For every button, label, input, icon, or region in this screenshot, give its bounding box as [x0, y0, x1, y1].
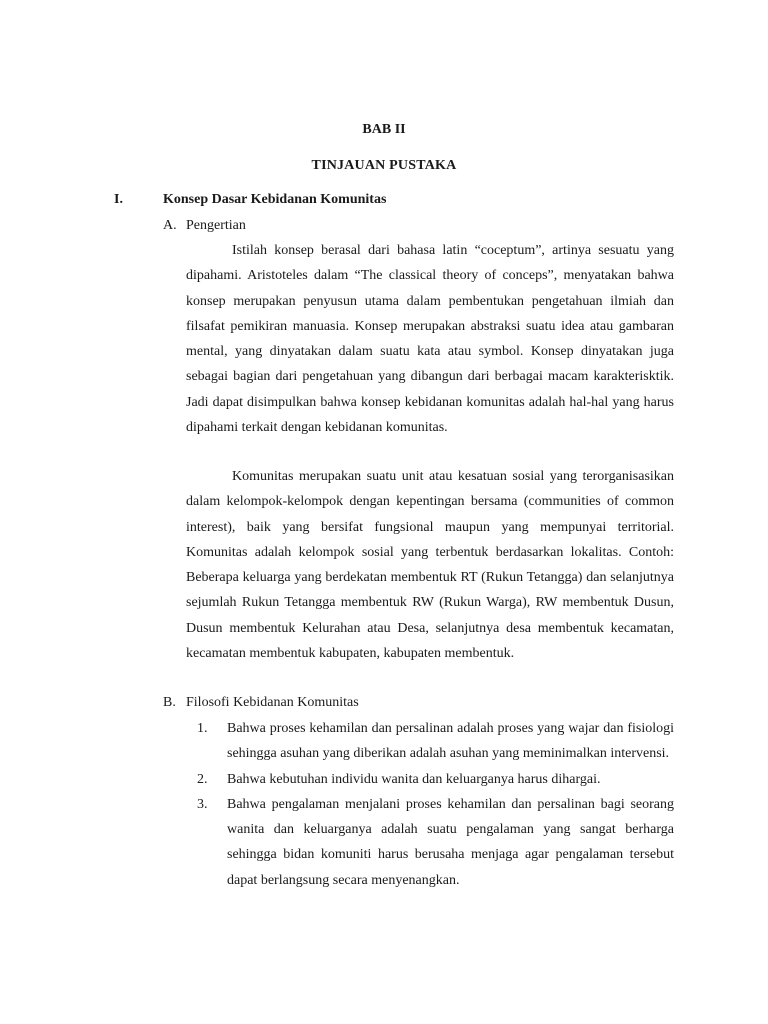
list-item-text: Bahwa kebutuhan individu wanita dan keluarganya harus dihargai.	[227, 771, 601, 787]
list-item-text: Bahwa pengalaman menjalani proses kehamilan dan persalinan bagi seorang wanita dan keluarganya adalah suatu pengalaman yang sangat berharga sehingga bidan komuniti harus berusaha menjaga agar pengalaman tersebut dapat berlangsung secara menyenangkan.	[227, 796, 674, 888]
subsection-a-letter: A.	[163, 218, 177, 233]
list-item-number: 3.	[197, 796, 208, 812]
philosophy-list	[186, 716, 674, 893]
paragraph-definition-community: Komunitas merupakan suatu unit atau kesatuan sosial yang terorganisasikan dalam kelompok-kelompok dengan kepentingan bersama (communities of common interest), baik yang bersifat fungsional maupun yang mempunyai territorial. Komunitas adalah kelompok sosial yang terbentuk berdasarkan lokalitas. Contoh: Beberapa keluarga yang berdekatan membentuk RT (Rukun Tetangga) dan selanjutnya sejumlah Rukun Tetangga membentuk RW (Rukun Warga), RW membentuk Dusun, Dusun membentuk Kelurahan atau Desa, selanjutnya desa membentuk kecamatan, kecamatan membentuk kabupaten, kabupaten membentuk.	[186, 469, 674, 662]
list-item	[186, 767, 674, 792]
list-item-number: 2.	[197, 771, 208, 787]
list-item	[186, 792, 674, 893]
list-item-text: Bahwa proses kehamilan dan persalinan adalah proses yang wajar dan fisiologi sehingga asuhan yang diberikan adalah asuhan yang meminimalkan intervensi.	[227, 721, 674, 762]
chapter-title: TINJAUAN PUSTAKA	[311, 158, 457, 173]
list-item	[186, 716, 674, 767]
section-title: Konsep Dasar Kebidanan Komunitas	[163, 192, 387, 207]
subsection-a-title: Pengertian	[186, 218, 246, 233]
section-number: I.	[114, 192, 123, 207]
subsection-b-letter: B.	[163, 695, 176, 710]
chapter-number: BAB II	[362, 122, 406, 137]
list-item-number: 1.	[197, 721, 208, 736]
subsection-b-title: Filosofi Kebidanan Komunitas	[186, 695, 359, 710]
paragraph-definition-concept: Istilah konsep berasal dari bahasa latin “coceptum”, artinya sesuatu yang dipahami. Aristoteles dalam “The classical theory of conceps”, menyatakan bahwa konsep merupakan penyusun utama dalam pembentukan pengetahuan ilmiah dan filsafat pemikiran manuasia. Konsep merupakan abstraksi suatu idea atau gambaran mental, yang dinyatakan dalam suatu kata atau symbol. Konsep dinyatakan juga sebagai bagian dari pengetahuan yang dibangun dari berbagai macam karakterisktik. Jadi dapat disimpulkan bahwa konsep kebidanan komunitas adalah hal-hal yang harus dipahami terkait dengan kebidanan komunitas.	[186, 243, 674, 436]
